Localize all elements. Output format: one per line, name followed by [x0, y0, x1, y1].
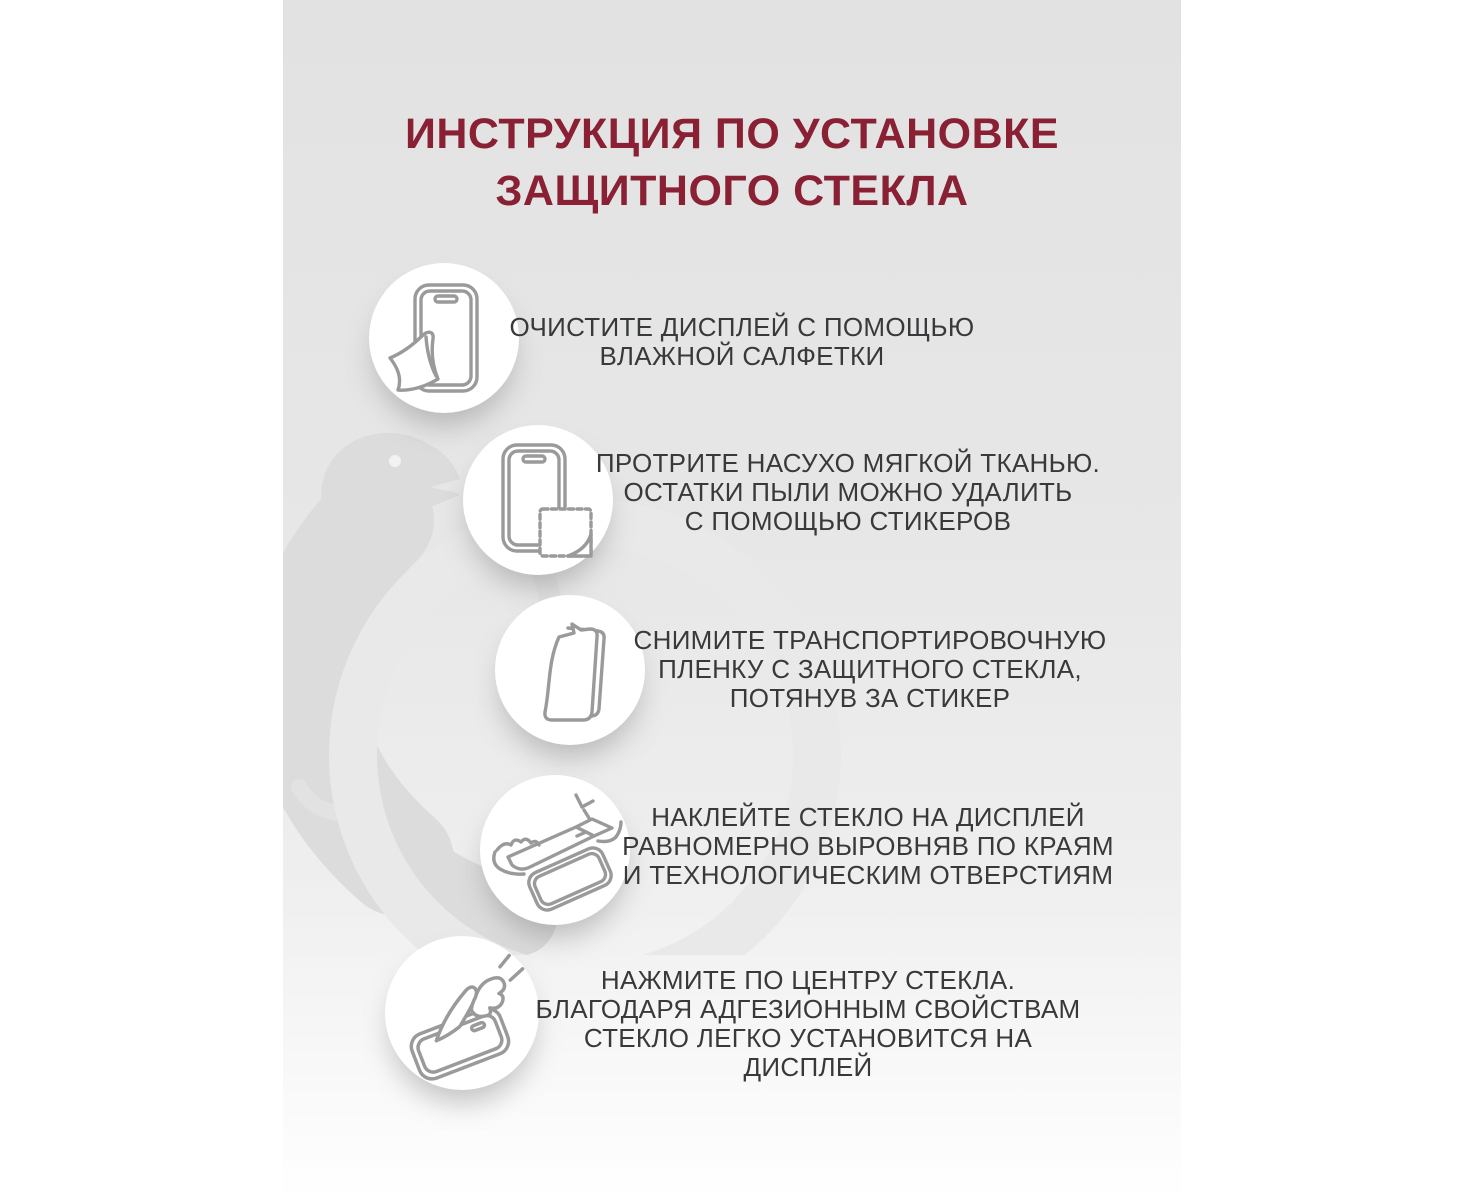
- step-text-line: ВЛАЖНОЙ САЛФЕТКИ: [599, 341, 885, 371]
- content-panel: [283, 0, 1181, 1200]
- step-text-line: СНИМИТЕ ТРАНСПОРТИРОВОЧНУЮ: [633, 625, 1107, 655]
- step-text-line: ПОТЯНУВ ЗА СТИКЕР: [729, 683, 1011, 713]
- step-text-line: РАВНОМЕРНО ВЫРОВНЯВ ПО КРАЯМ: [622, 831, 1114, 861]
- page-title: [283, 106, 1181, 220]
- step-text-line: НАЖМИТЕ ПО ЦЕНТРУ СТЕКЛА.: [600, 965, 1016, 995]
- press-center-icon: [385, 936, 539, 1090]
- page-title-line-2: ЗАЩИТНОГО СТЕКЛА: [495, 167, 969, 215]
- step-text-line: ОЧИСТИТЕ ДИСПЛЕЙ С ПОМОЩЬЮ: [509, 312, 975, 342]
- step-text-line: БЛАГОДАРЯ АДГЕЗИОННЫМ СВОЙСТВАМ: [535, 994, 1081, 1024]
- step-5-text: [528, 966, 1088, 1082]
- step-1-text: [462, 313, 1022, 371]
- step-text-line: ПРОТРИТЕ НАСУХО МЯГКОЙ ТКАНЬЮ.: [595, 448, 1101, 478]
- step-4-text: [588, 803, 1148, 890]
- step-5-badge: [385, 936, 539, 1090]
- step-text-line: С ПОМОЩЬЮ СТИКЕРОВ: [684, 506, 1012, 536]
- step-text-line: И ТЕХНОЛОГИЧЕСКИМ ОТВЕРСТИЯМ: [622, 860, 1114, 890]
- step-3-text: [590, 626, 1150, 713]
- step-text-line: ПЛЕНКУ С ЗАЩИТНОГО СТЕКЛА,: [658, 654, 1082, 684]
- step-text-line: НАКЛЕЙТЕ СТЕКЛО НА ДИСПЛЕЙ: [651, 802, 1085, 832]
- step-text-line: СТЕКЛО ЛЕГКО УСТАНОВИТСЯ НА ДИСПЛЕЙ: [583, 1023, 1033, 1082]
- step-2-text: [568, 449, 1128, 536]
- page-title-line-1: ИНСТРУКЦИЯ ПО УСТАНОВКЕ: [404, 110, 1060, 158]
- step-text-line: ОСТАТКИ ПЫЛИ МОЖНО УДАЛИТЬ: [623, 477, 1073, 507]
